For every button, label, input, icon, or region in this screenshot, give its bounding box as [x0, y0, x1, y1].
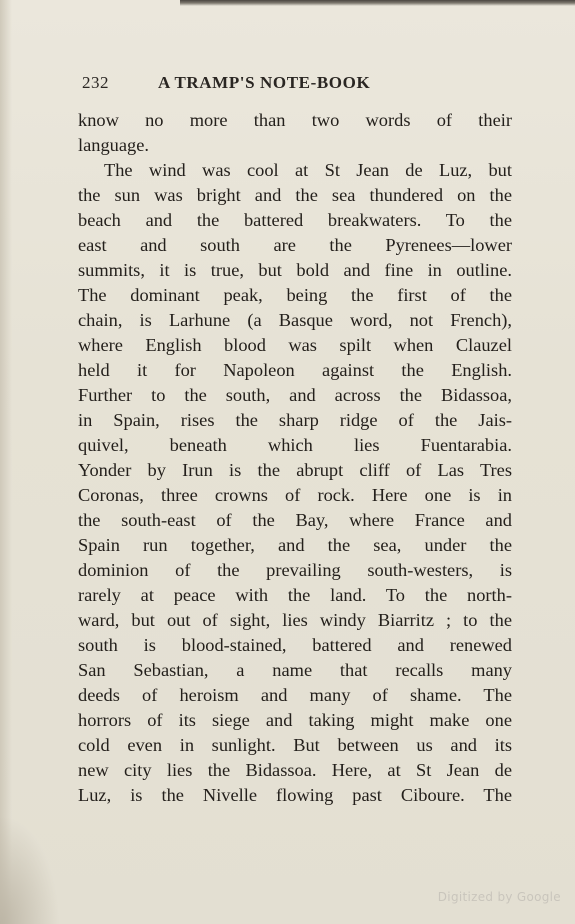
- text-line: beach and the battered breakwaters. To the: [78, 210, 512, 230]
- text-line: Yonder by Irun is the abrupt cliff of Las Tres: [78, 460, 512, 480]
- text-line: in Spain, rises the sharp ridge of the Jais-: [78, 410, 512, 430]
- text-line: quivel, beneath which lies Fuentarabia.: [78, 435, 512, 455]
- page-corner-smudge: [0, 815, 60, 924]
- page-number: 232: [82, 73, 109, 92]
- text-line: San Sebastian, a name that recalls many: [78, 660, 512, 680]
- text-line: the sun was bright and the sea thundered on the: [78, 185, 512, 205]
- text-line: cold even in sunlight. But between us and its: [78, 735, 512, 755]
- text-line: Spain run together, and the sea, under the: [78, 535, 512, 555]
- text-line: Luz, is the Nivelle flowing past Ciboure. The: [78, 785, 512, 805]
- text-line: Coronas, three crowns of rock. Here one is in: [78, 485, 512, 505]
- text-line: Further to the south, and across the Bidassoa,: [78, 385, 512, 405]
- text-line: rarely at peace with the land. To the north-: [78, 585, 512, 605]
- text-line: chain, is Larhune (a Basque word, not French),: [78, 310, 512, 330]
- body-text: [78, 108, 512, 808]
- text-line: south is blood-stained, battered and renewed: [78, 635, 512, 655]
- text-line: language.: [78, 135, 149, 155]
- text-line: summits, it is true, but bold and fine in outline.: [78, 260, 512, 280]
- text-line: The dominant peak, being the first of the: [78, 285, 512, 305]
- page-top-shadow: [180, 0, 575, 6]
- text-line: deeds of heroism and many of shame. The: [78, 685, 512, 705]
- running-head-title: A TRAMP'S NOTE-BOOK: [158, 73, 371, 92]
- text-line: held it for Napoleon against the English.: [78, 360, 512, 380]
- text-line: dominion of the prevailing south-westers, is: [78, 560, 512, 580]
- text-line: ward, but out of sight, lies windy Biarritz ; to the: [78, 610, 512, 630]
- digitization-watermark: Digitized by Google: [437, 890, 561, 904]
- text-line: know no more than two words of their: [78, 110, 512, 130]
- text-line: the south-east of the Bay, where France and: [78, 510, 512, 530]
- text-line: The wind was cool at St Jean de Luz, but: [104, 160, 512, 180]
- running-head: [82, 73, 512, 93]
- text-line: where English blood was spilt when Clauzel: [78, 335, 512, 355]
- text-line: east and south are the Pyrenees—lower: [78, 235, 512, 255]
- text-line: new city lies the Bidassoa. Here, at St Jean de: [78, 760, 512, 780]
- text-line: horrors of its siege and taking might make one: [78, 710, 512, 730]
- page-left-edge: [0, 0, 12, 924]
